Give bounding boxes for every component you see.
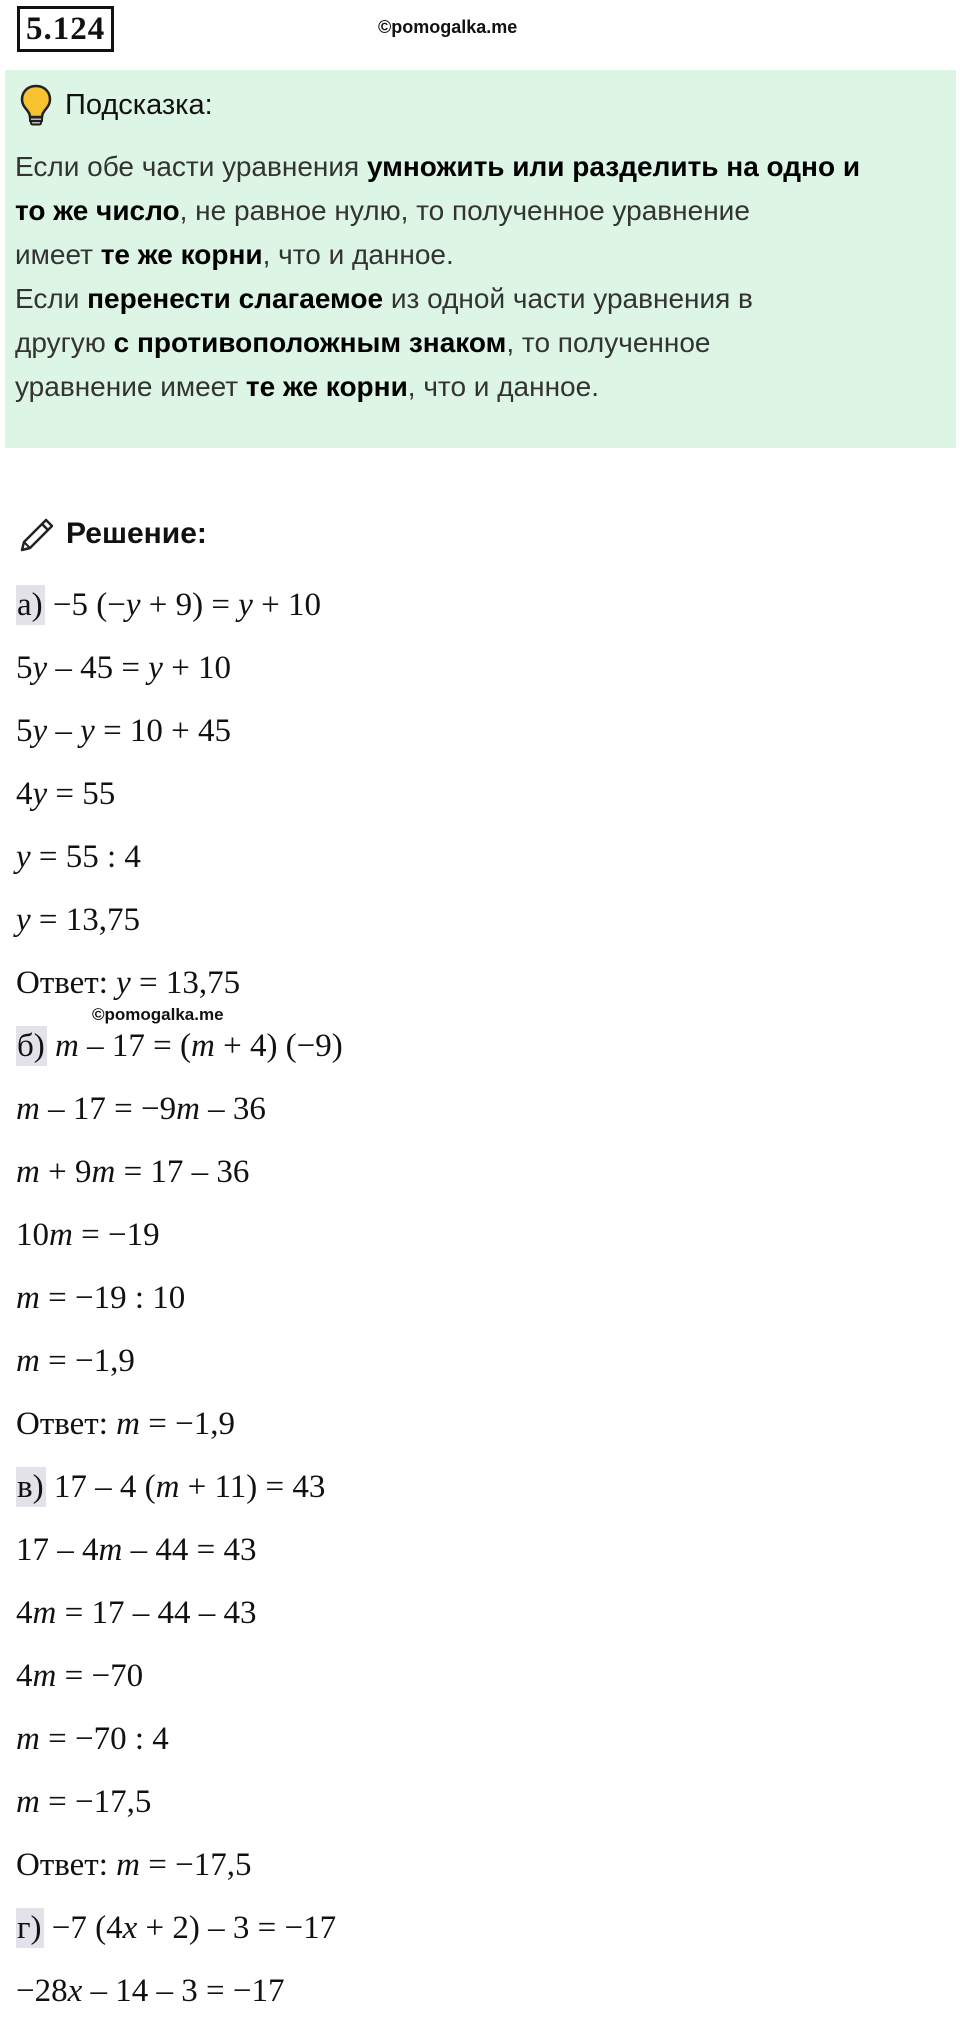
variable: y xyxy=(16,902,31,938)
solution-line xyxy=(16,1334,946,1397)
solution-line xyxy=(16,1586,946,1649)
solution-watermark: ©pomogalka.me xyxy=(92,1005,224,1024)
hint-text-segment: имеет xyxy=(15,239,101,270)
hint-line xyxy=(15,321,950,365)
problem-number: 5.124 xyxy=(17,6,114,52)
variable: m xyxy=(116,1847,140,1883)
solution-lines xyxy=(16,578,946,2027)
solution-line xyxy=(16,1649,946,1712)
variable: m xyxy=(16,1154,40,1190)
equation-text: – 45 = xyxy=(47,650,149,686)
hint-bold-text: те же корни xyxy=(245,371,408,402)
solution-line xyxy=(16,1712,946,1775)
solution-line xyxy=(16,1460,946,1523)
hint-text-segment: уравнение имеет xyxy=(15,371,246,402)
hint-title: Подсказка: xyxy=(65,88,213,121)
solution-line xyxy=(16,1145,946,1208)
variable: y xyxy=(16,839,31,875)
part-label: б) xyxy=(17,1028,45,1064)
solution-line xyxy=(16,830,946,893)
equation-text: = −19 : 10 xyxy=(39,1280,186,1316)
variable: m xyxy=(190,1028,215,1064)
equation-text: – 14 – 3 = −17 xyxy=(82,1973,285,2009)
lightbulb-icon xyxy=(19,83,53,127)
equation-text: = 17 – 36 xyxy=(115,1154,250,1190)
solution-line xyxy=(16,956,946,1019)
solution-line xyxy=(16,1523,946,1586)
variable: m xyxy=(16,1784,40,1820)
solution-line xyxy=(16,1271,946,1334)
solution-line xyxy=(16,641,946,704)
solution-line xyxy=(16,1775,946,1838)
variable: m xyxy=(32,1658,57,1694)
variable: y xyxy=(32,650,48,686)
variable: m xyxy=(176,1091,200,1127)
part-label: в) xyxy=(17,1469,44,1505)
variable: y xyxy=(148,650,163,686)
solution-line xyxy=(16,1901,946,1964)
hint-bold-text: те же корни xyxy=(100,239,263,270)
hint-bold-text: то же число xyxy=(15,195,180,226)
equation-text: −28 xyxy=(16,1973,68,2009)
part-label: г) xyxy=(17,1910,42,1946)
hint-text-segment: , не равное нулю, то полученное уравнение xyxy=(179,195,750,226)
equation-text: 10 xyxy=(16,1217,49,1253)
equation-text: + 9 xyxy=(39,1154,92,1190)
variable: m xyxy=(155,1469,180,1505)
equation-text: + 9) = xyxy=(140,587,239,623)
variable: m xyxy=(16,1091,40,1127)
equation-text: + 4) (−9) xyxy=(214,1028,343,1064)
equation-text: = −70 xyxy=(56,1658,144,1694)
equation-text: Ответ: xyxy=(16,1406,117,1442)
solution-line xyxy=(16,1397,946,1460)
equation-text: 4 xyxy=(16,1658,33,1694)
solution-line xyxy=(16,1208,946,1271)
equation-text: – 17 = ( xyxy=(78,1028,191,1064)
variable: y xyxy=(32,776,48,812)
variable: m xyxy=(16,1721,40,1757)
solution-line xyxy=(16,1019,946,1082)
solution-line xyxy=(16,704,946,767)
equation-text: = 13,75 xyxy=(130,965,241,1001)
hint-line xyxy=(15,189,950,233)
watermark: ©pomogalka.me xyxy=(378,17,518,37)
pencil-icon xyxy=(16,512,60,556)
equation-text: = −17,5 xyxy=(39,1784,152,1820)
equation-text: – 17 = −9 xyxy=(39,1091,177,1127)
variable: m xyxy=(116,1406,140,1442)
equation-text xyxy=(47,1028,55,1064)
equation-text: 5 xyxy=(16,713,33,749)
variable: x xyxy=(122,1910,138,1946)
hint-text-segment: другую xyxy=(15,327,114,358)
variable: m xyxy=(16,1343,40,1379)
hint-bold-text: с противоположным знаком xyxy=(113,327,507,358)
part-label: а) xyxy=(17,587,43,623)
hint-text xyxy=(15,145,950,409)
equation-text: + 10 xyxy=(252,587,322,623)
variable: x xyxy=(67,1973,83,2009)
hint-box xyxy=(5,70,956,448)
solution-line xyxy=(16,767,946,830)
equation-text: = 17 – 44 – 43 xyxy=(56,1595,257,1631)
equation-text: = 55 : 4 xyxy=(30,839,141,875)
solution-line xyxy=(16,893,946,956)
equation-text: + 10 xyxy=(162,650,232,686)
equation-text: + 11) = 43 xyxy=(179,1469,326,1505)
equation-text: 17 – 4 xyxy=(16,1532,99,1568)
hint-text-segment: , то полученное xyxy=(506,327,711,358)
hint-text-segment: Если xyxy=(15,283,88,314)
hint-bold-text: перенести слагаемое xyxy=(87,283,384,314)
equation-text: = −17,5 xyxy=(139,1847,252,1883)
equation-text: = 13,75 xyxy=(30,902,141,938)
equation-text: 17 – 4 ( xyxy=(45,1469,156,1505)
equation-text: Ответ: xyxy=(16,965,117,1001)
variable: y xyxy=(238,587,253,623)
solution-header xyxy=(16,510,207,558)
equation-text: = −1,9 xyxy=(39,1343,135,1379)
equation-text: = −19 xyxy=(72,1217,160,1253)
hint-text-segment: , что и данное. xyxy=(407,371,599,402)
hint-text-segment: Если обе части уравнения xyxy=(15,151,367,182)
equation-text: 4 xyxy=(16,1595,33,1631)
hint-bold-text: умножить или разделить на одно и xyxy=(366,151,861,182)
hint-line xyxy=(15,277,950,321)
equation-text: – xyxy=(47,713,81,749)
equation-text: −5 (− xyxy=(44,587,126,623)
equation-text: = 10 + 45 xyxy=(94,713,232,749)
hint-header xyxy=(19,80,213,130)
variable: m xyxy=(32,1595,57,1631)
equation-text: = 55 xyxy=(47,776,116,812)
solution-line xyxy=(16,1964,946,2027)
hint-text-segment: , что и данное. xyxy=(262,239,454,270)
equation-text: = −1,9 xyxy=(139,1406,235,1442)
solution-title: Решение: xyxy=(66,517,207,550)
hint-line xyxy=(15,233,950,277)
equation-text: 5 xyxy=(16,650,33,686)
equation-text: Ответ: xyxy=(16,1847,117,1883)
solution-line xyxy=(16,578,946,641)
equation-text: + 2) – 3 = −17 xyxy=(137,1910,337,1946)
variable: y xyxy=(32,713,48,749)
variable: m xyxy=(16,1280,40,1316)
hint-text-segment: из одной части уравнения в xyxy=(383,283,753,314)
solution-line xyxy=(16,1838,946,1901)
equation-text: – 44 = 43 xyxy=(122,1532,257,1568)
hint-line xyxy=(15,145,950,189)
equation-text: −7 (4 xyxy=(43,1910,123,1946)
variable: m xyxy=(98,1532,123,1568)
variable: y xyxy=(125,587,141,623)
variable: m xyxy=(49,1217,73,1253)
hint-line xyxy=(15,365,950,409)
variable: m xyxy=(55,1028,79,1064)
equation-text: 4 xyxy=(16,776,33,812)
equation-text: = −70 : 4 xyxy=(39,1721,169,1757)
variable: y xyxy=(80,713,95,749)
variable: m xyxy=(91,1154,116,1190)
variable: y xyxy=(116,965,131,1001)
equation-text: – 36 xyxy=(199,1091,266,1127)
solution-line xyxy=(16,1082,946,1145)
